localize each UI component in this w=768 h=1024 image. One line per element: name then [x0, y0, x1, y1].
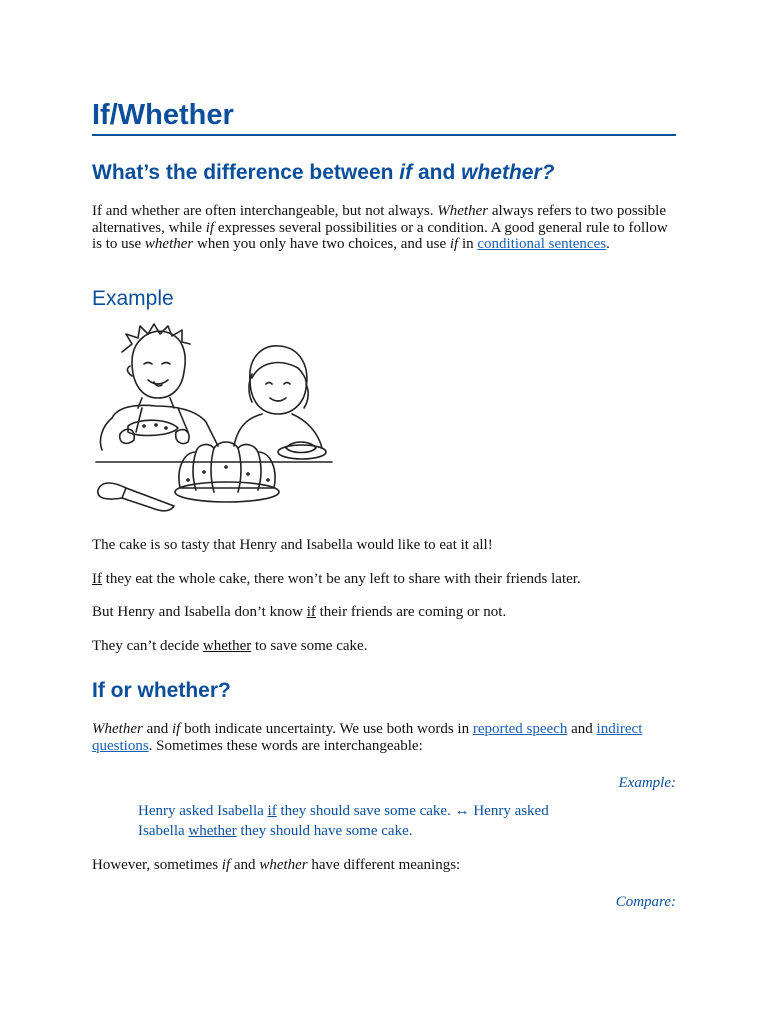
boy-head [132, 331, 185, 398]
story-text: They can’t decide [92, 638, 203, 654]
intro-text: when you only have two choices, and use [193, 236, 450, 253]
example-label: Example: [618, 775, 676, 791]
example-text: Henry asked Isabella [138, 803, 268, 819]
story-whether: whether [202, 638, 252, 654]
story-line-4 [92, 638, 676, 655]
example-whether: whether [188, 823, 237, 839]
intro-whether: whether [144, 236, 194, 253]
story-if: If [92, 571, 102, 587]
however-text: have different meanings: [307, 857, 461, 873]
uncertainty-if: if [172, 721, 181, 737]
however-text: However, sometimes [92, 857, 222, 873]
heading-if: if [399, 161, 413, 184]
intro-whether: Whether [437, 203, 489, 219]
section-heading-difference [92, 161, 676, 185]
story-text: they eat the whole cake, there won’t be any left to share with their friends later. [102, 571, 581, 587]
example-text: they should have some cake. [236, 823, 413, 839]
example-text: Henry asked Isabella [138, 803, 549, 839]
heading-question-mark: ? [541, 161, 555, 184]
intro-text: If and whether are often interchangeable, but not always. [92, 203, 438, 219]
heading-text: What’s the difference between [92, 161, 400, 184]
intro-if: if [449, 236, 459, 253]
intro-text: expresses several possibilities or a condition. A good general rule to follow is to use [92, 219, 668, 253]
uncertainty-text: and [567, 721, 597, 737]
example-sentences [138, 801, 578, 841]
intro-text: . [606, 236, 610, 253]
however-paragraph [92, 857, 676, 874]
story-text: to save some cake. [251, 638, 368, 654]
indirect-questions-link[interactable]: indirect questions [92, 721, 643, 754]
heading-text: and [412, 161, 462, 184]
page-title: If/Whether [92, 99, 676, 136]
girl-head [250, 346, 307, 414]
conditional-sentences-link[interactable]: conditional sentences [477, 236, 607, 253]
example-text: they should save some cake. [276, 803, 455, 819]
however-text: and [230, 857, 260, 873]
section-heading-if-or-whether: If or whether? [92, 679, 231, 702]
example-heading: Example [92, 287, 174, 310]
uncertainty-text: . Sometimes these words are interchangeable: [148, 737, 423, 754]
intro-if: if [205, 219, 215, 236]
intro-text: in [458, 236, 478, 253]
story-line-1: The cake is so tasty that Henry and Isabella would like to eat it all! [92, 537, 493, 553]
story-if: if [306, 604, 316, 620]
uncertainty-text: and [142, 721, 172, 737]
compare-label: Compare: [615, 894, 676, 910]
double-arrow-icon: ↔ [454, 803, 470, 819]
story-line-3 [92, 604, 676, 621]
story-text: But Henry and Isabella don’t know [92, 604, 307, 620]
intro-paragraph [92, 203, 676, 253]
example-if: if [267, 803, 277, 819]
however-whether: whether [259, 857, 308, 873]
reported-speech-link[interactable]: reported speech [472, 721, 568, 737]
intro-text: always refers to two possible alternatives, while [92, 203, 666, 236]
uncertainty-whether: Whether [92, 721, 143, 737]
uncertainty-text: both indicate uncertainty. We use both words in [180, 721, 473, 737]
story-text: their friends are coming or not. [315, 604, 507, 620]
heading-whether: whether [461, 161, 542, 184]
knife [98, 483, 174, 511]
story-line-2 [92, 571, 676, 588]
however-if: if [221, 857, 231, 873]
uncertainty-paragraph [92, 721, 676, 754]
children-cake-illustration [92, 322, 336, 520]
